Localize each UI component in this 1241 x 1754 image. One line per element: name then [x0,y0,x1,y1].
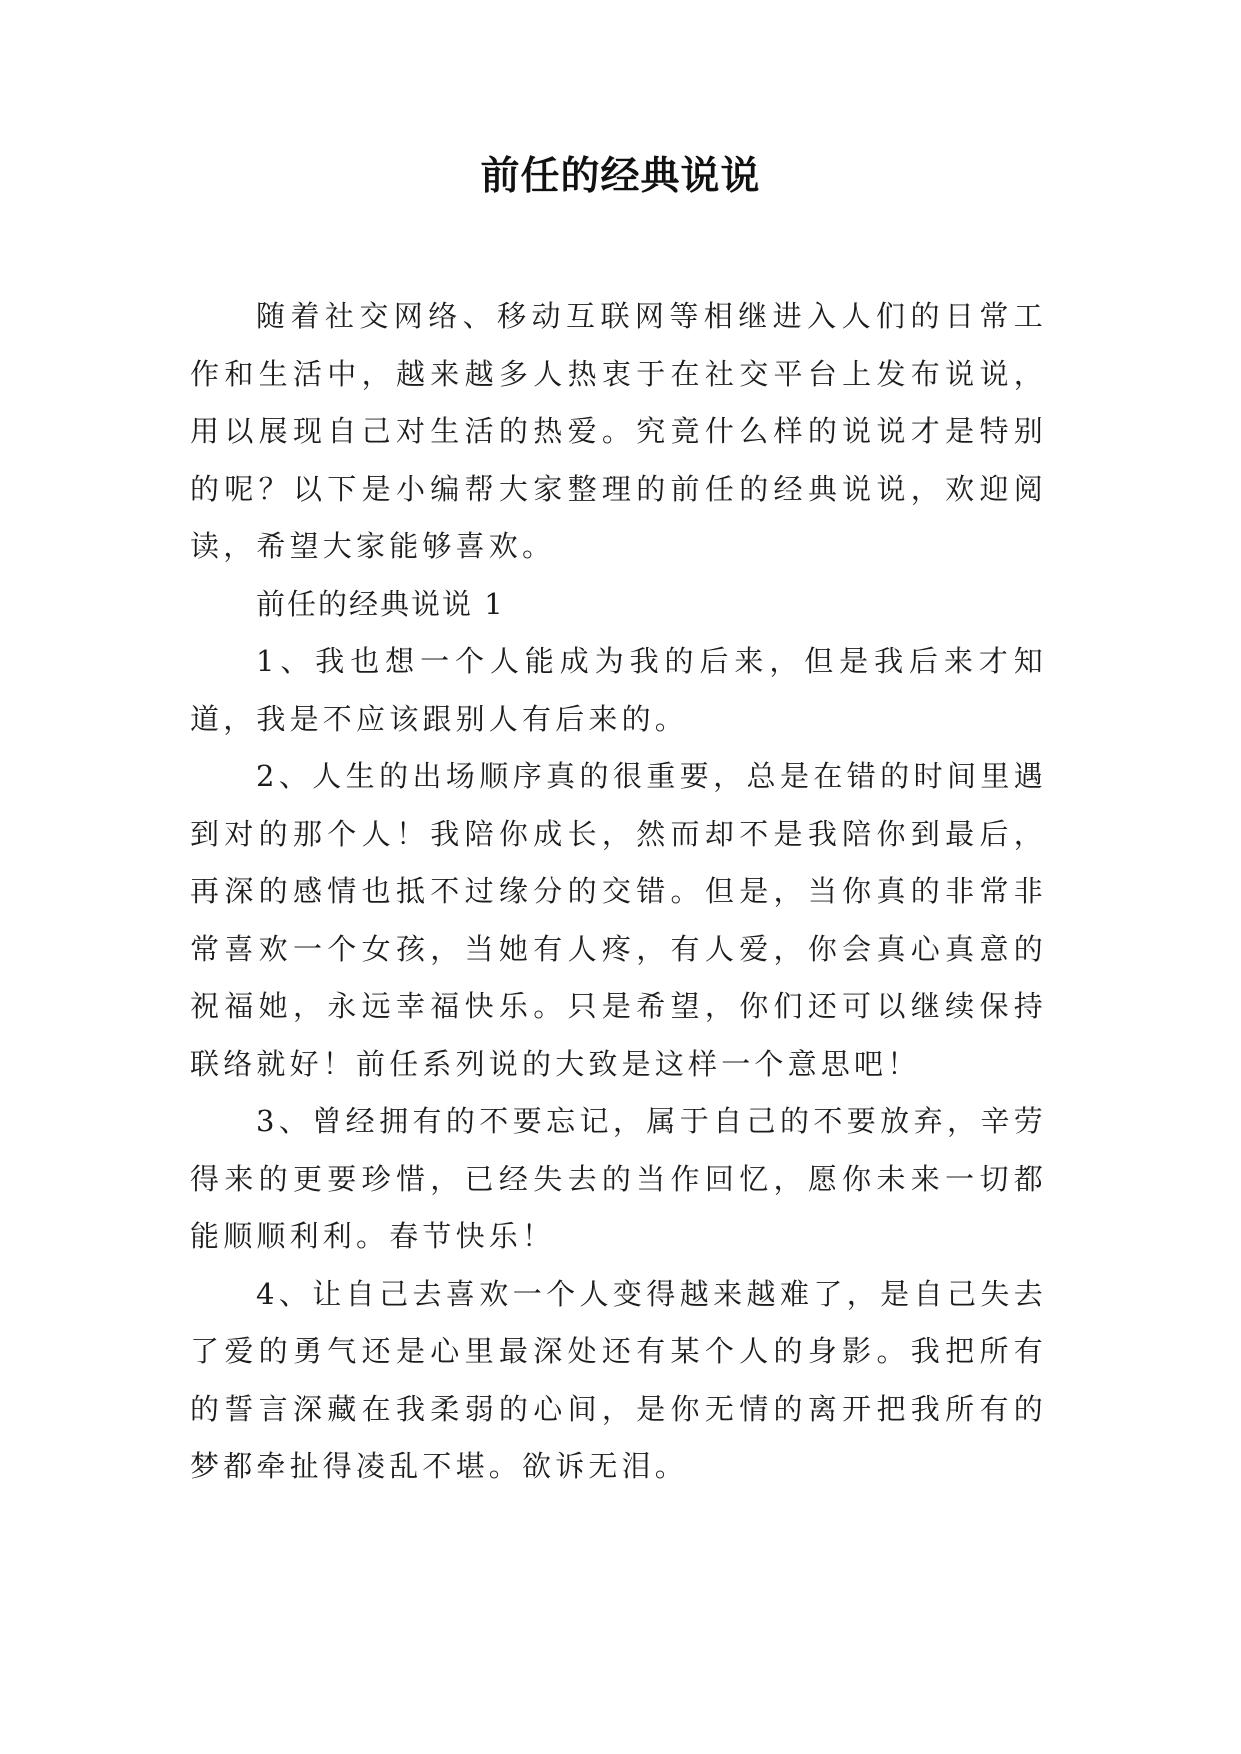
list-item: 4、让自己去喜欢一个人变得越来越难了，是自己失去了爱的勇气还是心里最深处还有某个人的身影。我把所有的誓言深藏在我柔弱的心间，是你无情的离开把我所有的梦都牵扯得凌乱不堪。欲诉无泪。 [190,1276,1047,1483]
list-item: 1、我也想一个人能成为我的后来，但是我后来才知道，我是不应该跟别人有后来的。 [190,644,1047,736]
list-item: 3、曾经拥有的不要忘记，属于自己的不要放弃，辛劳得来的更要珍惜，已经失去的当作回忆，愿你未来一切都能顺顺利利。春节快乐！ [190,1104,1047,1253]
list-item: 2、人生的出场顺序真的很重要，总是在错的时间里遇到对的那个人！我陪你成长，然而却不是我陪你到最后，再深的感情也抵不过缘分的交错。但是，当你真的非常非常喜欢一个女孩，当她有人疼，有人爱，你会真心真意的祝福她，永远幸福快乐。只是希望，你们还可以继续保持联络就好！前任系列说的大致是这样一个意思吧！ [190,759,1047,1081]
document-title: 前任的经典说说 [480,154,761,199]
section-heading: 前任的经典说说 1 [256,586,505,621]
document-body [190,288,1047,1496]
intro-paragraph: 随着社交网络、移动互联网等相继进入人们的日常工作和生活中，越来越多人热衷于在社交平台上发布说说，用以展现自己对生活的热爱。究竟什么样的说说才是特别的呢？以下是小编帮大家整理的前任的经典说说，欢迎阅读，希望大家能够喜欢。 [190,299,1047,563]
